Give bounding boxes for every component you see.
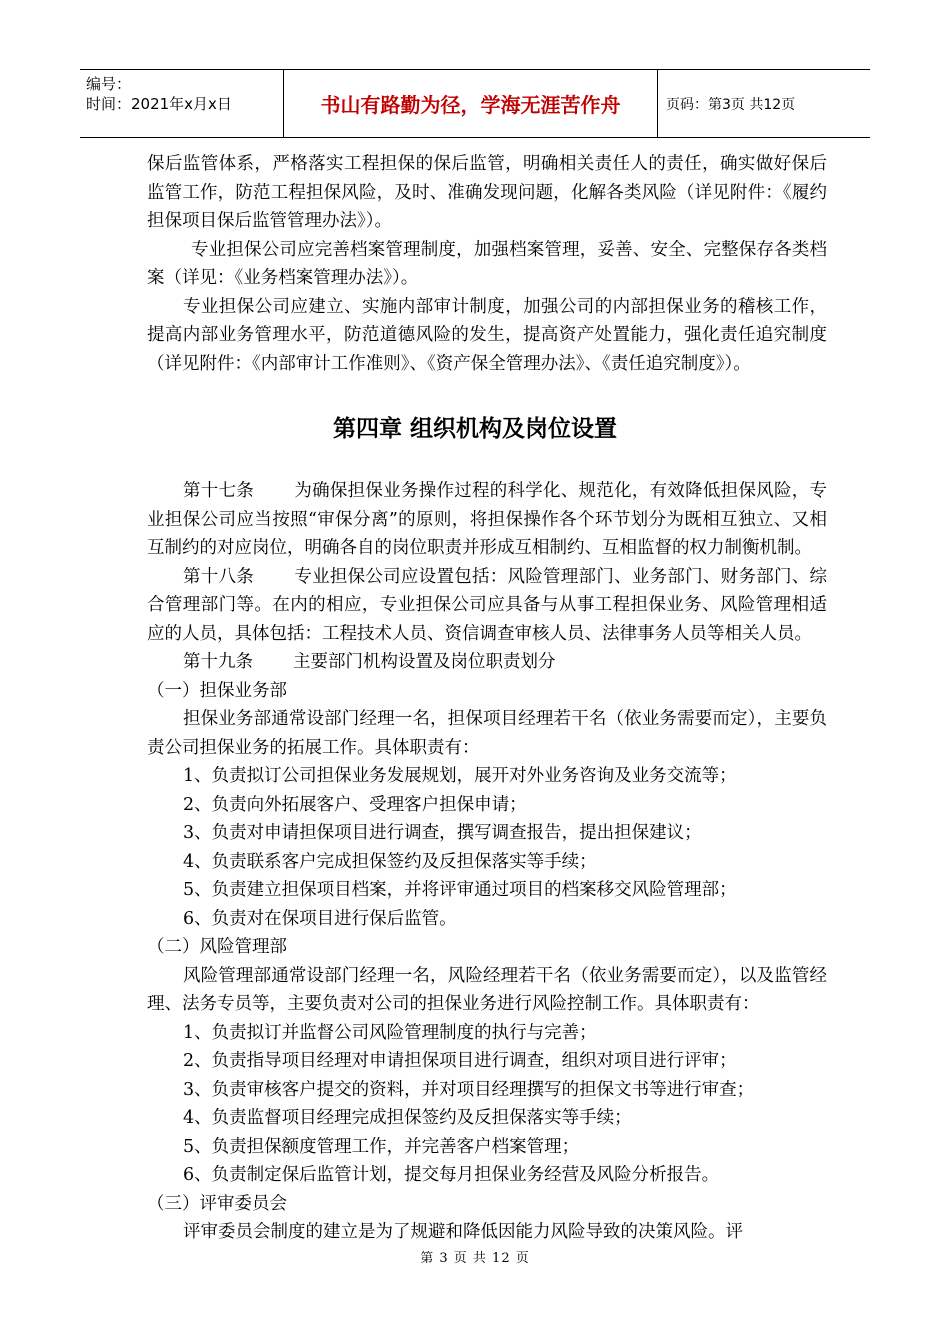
list-item: 1、负责拟订并监督公司风险管理制度的执行与完善； bbox=[183, 1022, 597, 1043]
list-item: 3、负责对申请担保项目进行调查，撰写调查报告，提出担保建议； bbox=[183, 823, 702, 843]
chapter-body bbox=[147, 477, 827, 1247]
article-text: 专业担保公司应设置包括：风险管理部门、业务部门、财务部门、综合管理部门等。在内的相应，专业担保公司应具备与从事工程担保业务、风险管理相适应的人员，具体包括：工程技术人员、资信调查审核人员、法律事务人员等相关人员。 bbox=[147, 566, 828, 644]
section-intro: 评审委员会制度的建立是为了规避和降低因能力风险导致的决策风险。评 bbox=[183, 1222, 743, 1242]
document-header bbox=[80, 69, 870, 138]
article-label: 第十七条 bbox=[183, 481, 255, 501]
header-meta bbox=[80, 70, 284, 137]
section-intro: 风险管理部通常设部门经理一名，风险经理若干名（依业务需要而定），以及监管经理、法务专员等，主要负责对公司的担保业务进行风险控制工作。具体职责有： bbox=[147, 965, 827, 1014]
document-time-label: 时间：2021年x月x日 bbox=[86, 95, 232, 113]
list-item: 2、负责向外拓展客户、受理客户担保申请； bbox=[183, 794, 527, 815]
article-text: 主要部门机构设置及岗位职责划分 bbox=[293, 652, 556, 672]
list-item: 5、负责建立担保项目档案，并将评审通过项目的档案移交风险管理部； bbox=[183, 880, 737, 900]
header-motto: 书山有路勤为径，学海无涯苦作舟 bbox=[284, 70, 658, 137]
article-text: 为确保担保业务操作过程的科学化、规范化，有效降低担保风险，专业担保公司应当按照“审保分离”的原则，将担保操作各个环节划分为既相互独立、又相互制约的对应岗位，明确各自的岗位职责并形成互相制约、互相监督的权力制衡机制。 bbox=[147, 481, 828, 558]
intro-section bbox=[147, 150, 827, 378]
header-page-info: 页码：第3页 共12页 bbox=[666, 96, 796, 113]
article-17 bbox=[147, 477, 827, 563]
article-label: 第十八条 bbox=[183, 566, 255, 587]
section-intro: 担保业务部通常设部门经理一名，担保项目经理若干名（依业务需要而定），主要负责公司担保业务的拓展工作。具体职责有： bbox=[147, 709, 827, 758]
section-heading: （三）评审委员会 bbox=[147, 1193, 287, 1214]
section-heading: （二）风险管理部 bbox=[147, 937, 287, 957]
list-item: 6、负责对在保项目进行保后监管。 bbox=[183, 908, 457, 929]
list-item: 4、负责联系客户完成担保签约及反担保落实等手续； bbox=[183, 851, 597, 872]
list-item: 1、负责拟订公司担保业务发展规划，展开对外业务咨询及业务交流等； bbox=[183, 766, 737, 786]
list-item: 4、负责监督项目经理完成担保签约及反担保落实等手续； bbox=[183, 1108, 632, 1128]
chapter-title: 第四章 组织机构及岗位设置 bbox=[332, 416, 617, 442]
list-item: 5、负责担保额度管理工作，并完善客户档案管理； bbox=[183, 1136, 580, 1157]
list-item: 2、负责指导项目经理对申请担保项目进行调查，组织对项目进行评审； bbox=[183, 1051, 737, 1071]
paragraph: 专业担保公司应建立、实施内部审计制度，加强公司的内部担保业务的稽核工作，提高内部业务管理水平，防范道德风险的发生，提高资产处置能力，强化责任追究制度（详见附件：《内部审计工作准则》、《资产保全管理办法》、《责任追究制度》）。 bbox=[147, 296, 827, 374]
article-label: 第十九条 bbox=[183, 652, 253, 672]
section-heading: （一）担保业务部 bbox=[147, 680, 287, 701]
article-19 bbox=[147, 648, 827, 677]
paragraph: 保后监管体系，严格落实工程担保的保后监管，明确相关责任人的责任，确实做好保后监管工作，防范工程担保风险，及时、准确发现问题，化解各类风险（详见附件：《履约担保项目保后监管管理办法》）。 bbox=[147, 154, 827, 231]
paragraph: 专业担保公司应完善档案管理制度，加强档案管理，妥善、安全、完整保存各类档案（详见：《业务档案管理办法》）。 bbox=[147, 239, 827, 288]
list-item: 3、负责审核客户提交的资料，并对项目经理撰写的担保文书等进行审查； bbox=[183, 1079, 755, 1100]
list-item: 6、负责制定保后监管计划，提交每月担保业务经营及风险分析报告。 bbox=[183, 1165, 720, 1185]
document-number-label: 编号： bbox=[86, 75, 132, 93]
page-footer: 第 3 页 共 12 页 bbox=[420, 1251, 530, 1266]
article-18 bbox=[147, 563, 827, 649]
